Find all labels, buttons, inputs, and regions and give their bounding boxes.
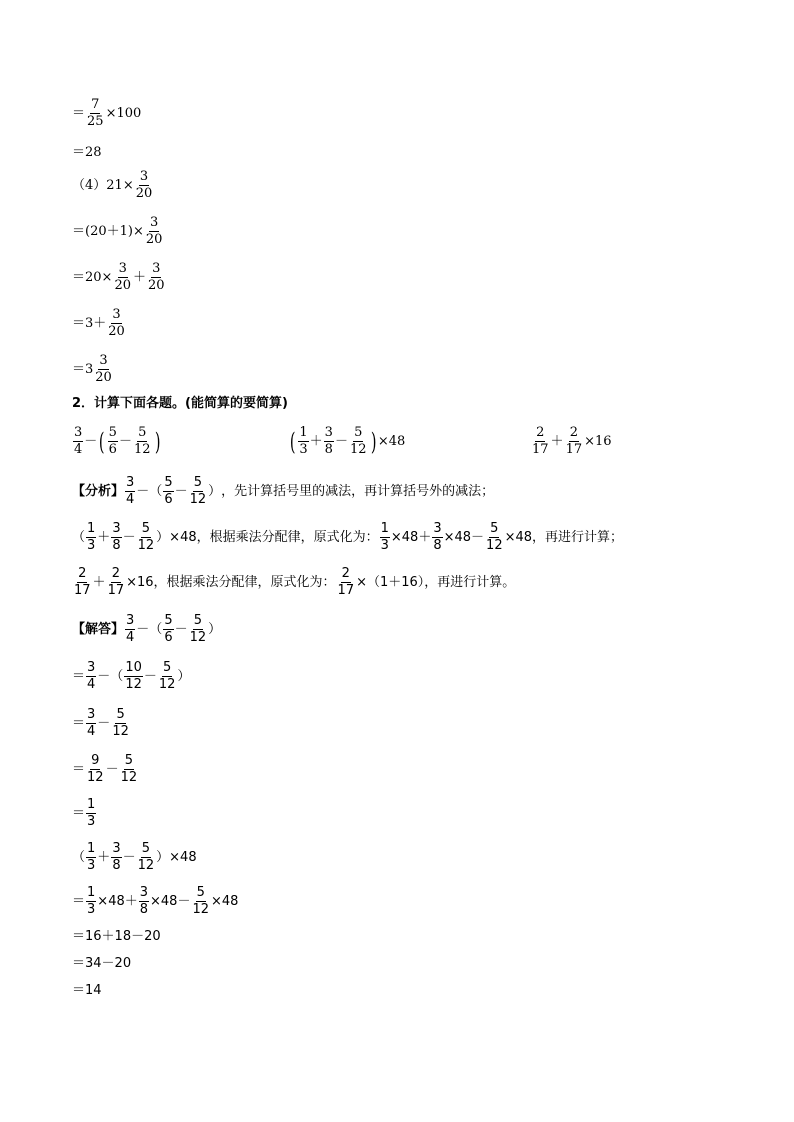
fraction: $\frac{3}{8}$ (112, 521, 121, 554)
calc-line-7 (72, 354, 114, 386)
calc-line-1 (72, 98, 141, 130)
fraction: $\frac{5}{12}$ (137, 841, 155, 874)
calc-line-4 (72, 216, 164, 248)
fraction: $\frac{5}{12}$ (349, 425, 367, 458)
fraction: $\frac{3}{20}$ (135, 169, 153, 202)
problem-3: $\frac{2}{17}$ ＋ $\frac{2}{17}$ ×16 (532, 425, 612, 458)
fraction: $\frac{3}{20}$ (108, 307, 125, 340)
fraction: $\frac{5}{6}$ (164, 613, 173, 646)
fraction: $\frac{5}{6}$ (108, 425, 117, 458)
fraction: $\frac{5}{12}$ (137, 521, 155, 554)
fraction: $\frac{2}{17}$ (565, 425, 583, 458)
left-paren: ( (289, 427, 296, 456)
fraction: $\frac{5}{12}$ (192, 885, 209, 918)
item-4-prefix: （4）21× (72, 178, 134, 194)
fraction: $\frac{5}{12}$ (112, 707, 129, 740)
solution-line-2: ＝ $\frac{3}{4}$ －（ $\frac{10}{12}$ － $\frac{5}{12}$ ） (72, 660, 191, 693)
problem-1: $\frac{3}{4}$ － ( $\frac{5}{6}$ － $\frac{5}{12}$ ) (74, 425, 161, 458)
fraction: $\frac{3}{4}$ (126, 613, 135, 646)
fraction: $\frac{2}{17}$ (74, 566, 91, 599)
fraction: $\frac{2}{17}$ (337, 566, 355, 599)
fraction: $\frac{3}{4}$ (87, 660, 96, 693)
fraction: $\frac{3}{20}$ (145, 215, 163, 248)
fraction: $\frac{3}{8}$ (112, 841, 121, 874)
solution-line-5: ＝ $\frac{1}{3}$ (72, 797, 96, 830)
eq-prefix: ＝(20＋1)× (72, 224, 144, 240)
eq-text: ＝28 (72, 145, 102, 160)
plus-sign: ＋ (132, 270, 146, 286)
fraction: $\frac{1}{3}$ (87, 797, 96, 830)
fraction: $\frac{3}{8}$ (139, 885, 149, 918)
right-paren: ) (154, 427, 161, 456)
calc-line-2 (72, 146, 102, 159)
solution-line-6: （ $\frac{1}{3}$ ＋ $\frac{3}{8}$ － $\frac{5}{12}$ ）×48 (72, 841, 197, 874)
fraction: $\frac{5}{12}$ (158, 660, 176, 693)
calc-line-6 (72, 308, 127, 340)
eq-prefix: ＝ (72, 106, 86, 122)
fraction: $\frac{3}{4}$ (87, 707, 96, 740)
fraction: $\frac{5}{12}$ (189, 613, 207, 646)
fraction: $\frac{2}{17}$ (532, 425, 549, 458)
fraction: $\frac{5}{12}$ (486, 521, 503, 554)
fraction: $\frac{10}{12}$ (125, 660, 142, 693)
solution-line-8: ＝16＋18－20 (72, 929, 161, 944)
fraction: $\frac{5}{12}$ (189, 475, 207, 508)
fraction: $\frac{3}{8}$ (433, 521, 442, 554)
eq-prefix: ＝3＋ (72, 316, 107, 332)
eq-suffix: ×100 (105, 106, 142, 122)
fraction: $\frac{5}{12}$ (120, 753, 138, 786)
solution-line-7: ＝ $\frac{1}{3}$ ×48＋ $\frac{3}{8}$ ×48－ $\frac{5}{12}$ ×48 (72, 885, 239, 918)
fraction: $\frac{3}{20}$ (148, 261, 165, 294)
fraction: $\frac{5}{12}$ (133, 425, 151, 458)
fraction: $\frac{3}{20}$ (114, 261, 131, 294)
fraction: $\frac{5}{6}$ (164, 475, 173, 508)
solution-line-3: ＝ $\frac{3}{4}$ － $\frac{5}{12}$ (72, 707, 129, 740)
fraction: $\frac{1}{3}$ (87, 885, 96, 918)
fraction: $\frac{1}{3}$ (380, 521, 389, 554)
right-paren: ) (370, 427, 377, 456)
fraction: $\frac{3}{4}$ (126, 475, 135, 508)
fraction: $\frac{3}{20}$ (95, 353, 112, 386)
problem-2: ( $\frac{1}{3}$ ＋ $\frac{3}{8}$ － $\frac{5}{12}$ ) ×48 (289, 425, 406, 458)
fraction: $\frac{3}{8}$ (324, 425, 333, 458)
calc-line-5 (72, 262, 167, 294)
left-paren: ( (99, 427, 105, 456)
analysis-line-1: 【分析】 $\frac{3}{4}$ －（ $\frac{5}{6}$ － $\frac{5}{12}$ ） ，先计算括号里的减法，再计算括号外的减法； (72, 475, 495, 508)
fraction: $\frac{3}{4}$ (74, 425, 83, 458)
fraction: $\frac{9}{12}$ (87, 753, 104, 786)
solution-line-10: ＝14 (72, 983, 102, 998)
eq-prefix: ＝20× (72, 270, 113, 286)
calc-line-3 (72, 170, 154, 202)
solution-line-4: ＝ $\frac{9}{12}$ － $\frac{5}{12}$ (72, 753, 138, 786)
analysis-line-2: （ $\frac{1}{3}$ ＋ $\frac{3}{8}$ － $\frac{5}{12}$ ） ×48，根据乘法分配律，原式化为： $\frac{1}{3}$ ×48＋ $\frac{3}{8}$ ×48－ $\frac{5}{12}$ ×48 ，再进行计算； (72, 521, 624, 554)
analysis-label: 【分析】 (72, 484, 125, 500)
solution-line-1: 【解答】 $\frac{3}{4}$ －（ $\frac{5}{6}$ － $\frac{5}{12}$ ） (72, 613, 222, 646)
analysis-line-3: $\frac{2}{17}$ ＋ $\frac{2}{17}$ ×16，根据乘法分配律，原式化为： $\frac{2}{17}$ ×（1＋16），再进行计算。 (74, 566, 516, 599)
solution-line-9: ＝34－20 (72, 956, 132, 971)
eq-prefix: ＝3 (72, 362, 94, 378)
fraction: $\frac{7}{25}$ (87, 97, 104, 130)
fraction: $\frac{1}{3}$ (87, 841, 96, 874)
fraction: $\frac{1}{3}$ (299, 425, 308, 458)
fraction: $\frac{1}{3}$ (87, 521, 96, 554)
solution-label: 【解答】 (72, 622, 125, 638)
question-2-title: 2．计算下面各题。(能简算的要简算) (72, 396, 288, 411)
fraction: $\frac{2}{17}$ (107, 566, 125, 599)
